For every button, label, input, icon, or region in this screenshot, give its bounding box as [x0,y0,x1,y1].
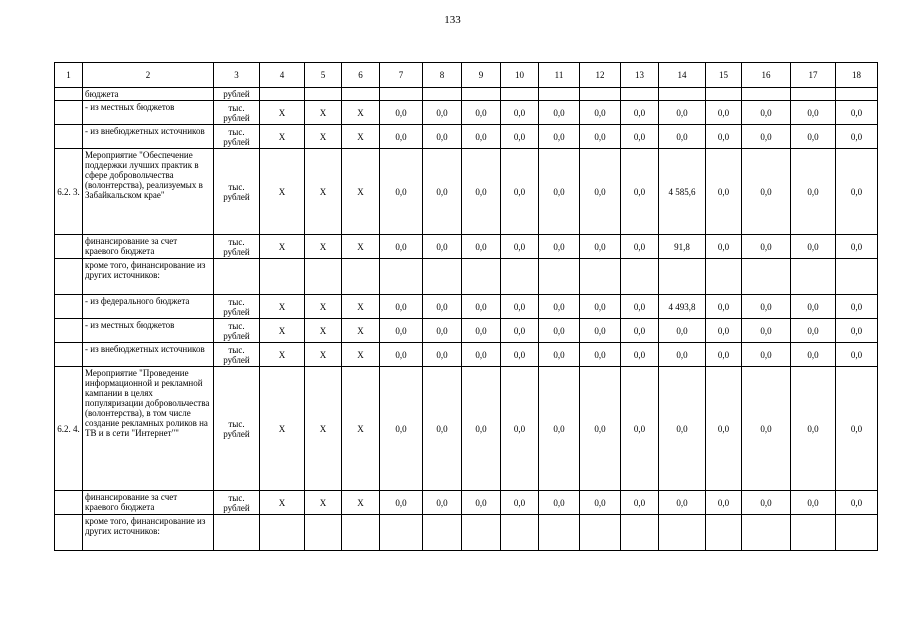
row-value-col-16: 0,0 [742,235,791,259]
row-value-col-5: X [305,343,342,367]
row-value-col-11: 0,0 [539,235,580,259]
row-code [55,235,83,259]
row-value-col-16: 0,0 [742,343,791,367]
row-value-col-8: 0,0 [423,295,462,319]
row-value-col-17 [791,88,836,101]
row-value-col-10: 0,0 [501,343,539,367]
row-value-col-12: 0,0 [580,319,621,343]
column-header-16: 16 [742,63,791,88]
row-value-col-18 [836,88,878,101]
row-value-col-6: X [342,149,380,235]
row-value-col-4: X [260,125,305,149]
row-value-col-18: 0,0 [836,101,878,125]
row-value-col-14: 0,0 [659,101,706,125]
row-value-col-7 [380,515,423,551]
row-code [55,88,83,101]
row-value-col-4: X [260,101,305,125]
row-value-col-14 [659,259,706,295]
column-header-1: 1 [55,63,83,88]
row-name: - из внебюджетных источников [83,343,214,367]
row-code [55,101,83,125]
row-value-col-10: 0,0 [501,101,539,125]
row-value-col-6: X [342,343,380,367]
column-header-7: 7 [380,63,423,88]
row-code [55,319,83,343]
row-value-col-16: 0,0 [742,319,791,343]
row-value-col-6 [342,88,380,101]
row-value-col-8: 0,0 [423,149,462,235]
row-value-col-9: 0,0 [462,295,501,319]
row-value-col-18: 0,0 [836,367,878,491]
table-row [55,295,878,319]
column-header-12: 12 [580,63,621,88]
row-value-col-17 [791,259,836,295]
row-value-col-6: X [342,235,380,259]
column-header-15: 15 [706,63,742,88]
table-row [55,101,878,125]
row-name: кроме того, финансирование из других источников: [83,515,214,551]
row-value-col-12: 0,0 [580,491,621,515]
row-value-col-7: 0,0 [380,125,423,149]
row-value-col-6 [342,515,380,551]
row-value-col-14: 0,0 [659,319,706,343]
row-value-col-16: 0,0 [742,101,791,125]
row-value-col-9: 0,0 [462,101,501,125]
row-value-col-13: 0,0 [621,149,659,235]
row-value-col-14: 0,0 [659,491,706,515]
row-value-col-10: 0,0 [501,125,539,149]
row-value-col-7: 0,0 [380,235,423,259]
row-value-col-6: X [342,367,380,491]
row-name: финансирование за счет краевого бюджета [83,491,214,515]
row-unit: тыс. рублей [214,319,260,343]
row-value-col-5 [305,515,342,551]
row-value-col-11: 0,0 [539,295,580,319]
column-header-17: 17 [791,63,836,88]
row-value-col-4: X [260,149,305,235]
row-value-col-9 [462,515,501,551]
row-value-col-12: 0,0 [580,149,621,235]
row-value-col-18: 0,0 [836,343,878,367]
row-value-col-7: 0,0 [380,319,423,343]
row-value-col-13 [621,88,659,101]
row-code [55,515,83,551]
row-value-col-7 [380,259,423,295]
row-value-col-14: 4 585,6 [659,149,706,235]
table-header [55,63,878,88]
row-value-col-11: 0,0 [539,149,580,235]
row-value-col-14: 4 493,8 [659,295,706,319]
row-value-col-8 [423,259,462,295]
table-row [55,259,878,295]
page-number: 133 [444,14,461,26]
row-value-col-10: 0,0 [501,235,539,259]
row-value-col-5: X [305,491,342,515]
budget-table [54,62,878,551]
row-value-col-11: 0,0 [539,367,580,491]
row-value-col-16: 0,0 [742,295,791,319]
row-value-col-11: 0,0 [539,125,580,149]
row-value-col-11: 0,0 [539,343,580,367]
row-value-col-18: 0,0 [836,295,878,319]
row-value-col-17: 0,0 [791,125,836,149]
row-value-col-16 [742,259,791,295]
row-unit: тыс. рублей [214,343,260,367]
column-header-9: 9 [462,63,501,88]
row-value-col-17: 0,0 [791,343,836,367]
row-value-col-6: X [342,319,380,343]
row-value-col-14: 0,0 [659,125,706,149]
row-value-col-7: 0,0 [380,367,423,491]
row-value-col-9 [462,259,501,295]
row-value-col-17: 0,0 [791,367,836,491]
row-value-col-8: 0,0 [423,491,462,515]
row-value-col-15 [706,259,742,295]
row-unit [214,515,260,551]
row-value-col-14: 0,0 [659,343,706,367]
row-value-col-6: X [342,125,380,149]
row-value-col-5: X [305,319,342,343]
row-value-col-16 [742,88,791,101]
row-value-col-10 [501,515,539,551]
row-value-col-8: 0,0 [423,343,462,367]
row-unit: рублей [214,88,260,101]
row-value-col-18 [836,259,878,295]
table-row [55,515,878,551]
row-value-col-15 [706,88,742,101]
column-header-6: 6 [342,63,380,88]
row-name: - из местных бюджетов [83,101,214,125]
row-value-col-4 [260,259,305,295]
row-name: бюджета [83,88,214,101]
column-header-8: 8 [423,63,462,88]
row-value-col-15: 0,0 [706,343,742,367]
row-code: 6.2. 4. [55,367,83,491]
row-code [55,491,83,515]
row-value-col-16: 0,0 [742,367,791,491]
row-unit: тыс. рублей [214,491,260,515]
row-value-col-11 [539,515,580,551]
row-value-col-10 [501,88,539,101]
row-value-col-4: X [260,319,305,343]
row-value-col-13: 0,0 [621,343,659,367]
row-value-col-13: 0,0 [621,101,659,125]
table-row [55,149,878,235]
row-value-col-17 [791,515,836,551]
column-header-10: 10 [501,63,539,88]
row-value-col-5: X [305,149,342,235]
row-value-col-16: 0,0 [742,125,791,149]
row-value-col-7: 0,0 [380,295,423,319]
table-body [55,88,878,551]
row-value-col-9: 0,0 [462,125,501,149]
row-value-col-15: 0,0 [706,149,742,235]
row-value-col-5: X [305,125,342,149]
row-code [55,125,83,149]
table-row [55,319,878,343]
row-value-col-5: X [305,367,342,491]
row-value-col-15 [706,515,742,551]
row-value-col-12 [580,515,621,551]
row-value-col-12 [580,88,621,101]
row-value-col-12: 0,0 [580,235,621,259]
row-value-col-18 [836,515,878,551]
row-value-col-6 [342,259,380,295]
row-name: кроме того, финансирование из других источников: [83,259,214,295]
row-name: финансирование за счет краевого бюджета [83,235,214,259]
row-value-col-14 [659,515,706,551]
table-row [55,491,878,515]
row-value-col-8: 0,0 [423,367,462,491]
row-value-col-8: 0,0 [423,125,462,149]
row-value-col-5 [305,259,342,295]
column-header-11: 11 [539,63,580,88]
row-code: 6.2. 3. [55,149,83,235]
table-row [55,235,878,259]
row-value-col-4: X [260,343,305,367]
row-name: - из федерального бюджета [83,295,214,319]
row-value-col-18: 0,0 [836,235,878,259]
row-value-col-5: X [305,101,342,125]
row-value-col-11 [539,259,580,295]
row-value-col-7: 0,0 [380,491,423,515]
row-value-col-16: 0,0 [742,149,791,235]
row-value-col-11 [539,88,580,101]
row-name: - из местных бюджетов [83,319,214,343]
row-value-col-11: 0,0 [539,101,580,125]
row-value-col-14: 91,8 [659,235,706,259]
table-row [55,367,878,491]
row-value-col-5: X [305,295,342,319]
row-value-col-8: 0,0 [423,235,462,259]
row-value-col-15: 0,0 [706,295,742,319]
row-value-col-10: 0,0 [501,491,539,515]
row-value-col-6: X [342,295,380,319]
row-value-col-12: 0,0 [580,295,621,319]
row-unit: тыс. рублей [214,101,260,125]
row-value-col-9: 0,0 [462,319,501,343]
row-value-col-7: 0,0 [380,149,423,235]
row-value-col-15: 0,0 [706,367,742,491]
row-value-col-15: 0,0 [706,491,742,515]
row-unit: тыс. рублей [214,295,260,319]
header-row [55,63,878,88]
row-value-col-4: X [260,367,305,491]
column-header-5: 5 [305,63,342,88]
row-value-col-12: 0,0 [580,101,621,125]
row-value-col-8 [423,515,462,551]
row-value-col-10: 0,0 [501,295,539,319]
row-unit: тыс. рублей [214,149,260,235]
row-value-col-7 [380,88,423,101]
row-value-col-17: 0,0 [791,235,836,259]
row-value-col-13: 0,0 [621,125,659,149]
table-row [55,125,878,149]
row-value-col-4: X [260,295,305,319]
row-value-col-15: 0,0 [706,235,742,259]
row-value-col-4: X [260,235,305,259]
table-row [55,88,878,101]
row-value-col-13 [621,515,659,551]
row-value-col-12: 0,0 [580,367,621,491]
row-value-col-5 [305,88,342,101]
row-value-col-10: 0,0 [501,149,539,235]
row-value-col-4 [260,88,305,101]
table-row [55,343,878,367]
row-value-col-8: 0,0 [423,101,462,125]
row-value-col-17: 0,0 [791,101,836,125]
row-value-col-11: 0,0 [539,491,580,515]
row-value-col-8: 0,0 [423,319,462,343]
row-value-col-17: 0,0 [791,295,836,319]
row-value-col-5: X [305,235,342,259]
row-code [55,295,83,319]
row-code [55,259,83,295]
column-header-4: 4 [260,63,305,88]
row-value-col-17: 0,0 [791,319,836,343]
row-value-col-9: 0,0 [462,367,501,491]
row-value-col-12: 0,0 [580,343,621,367]
row-value-col-18: 0,0 [836,149,878,235]
row-name: - из внебюджетных источников [83,125,214,149]
row-value-col-17: 0,0 [791,491,836,515]
row-value-col-9: 0,0 [462,343,501,367]
row-value-col-7: 0,0 [380,101,423,125]
row-name: Мероприятие "Проведение информационной и рекламной кампании в целях популяризации добровольчества (волонтерства), в том числе создание рекламных роликов на ТВ и в сети "Интернет"" [83,367,214,491]
column-header-3: 3 [214,63,260,88]
row-value-col-14 [659,88,706,101]
row-value-col-13: 0,0 [621,295,659,319]
row-value-col-11: 0,0 [539,319,580,343]
row-value-col-6: X [342,491,380,515]
row-value-col-9 [462,88,501,101]
row-value-col-18: 0,0 [836,319,878,343]
row-value-col-16: 0,0 [742,491,791,515]
row-value-col-13: 0,0 [621,235,659,259]
column-header-18: 18 [836,63,878,88]
row-value-col-15: 0,0 [706,319,742,343]
row-value-col-18: 0,0 [836,125,878,149]
row-value-col-13 [621,259,659,295]
row-value-col-12: 0,0 [580,125,621,149]
row-value-col-12 [580,259,621,295]
row-value-col-13: 0,0 [621,367,659,491]
row-value-col-4 [260,515,305,551]
column-header-2: 2 [83,63,214,88]
row-unit [214,259,260,295]
row-value-col-14: 0,0 [659,367,706,491]
row-code [55,343,83,367]
row-unit: тыс. рублей [214,125,260,149]
row-value-col-15: 0,0 [706,125,742,149]
row-value-col-10: 0,0 [501,367,539,491]
row-value-col-9: 0,0 [462,491,501,515]
row-value-col-16 [742,515,791,551]
row-value-col-8 [423,88,462,101]
row-value-col-6: X [342,101,380,125]
row-name: Мероприятие "Обеспечение поддержки лучших практик в сфере добровольчества (волонтерства), реализуемых в Забайкальском крае" [83,149,214,235]
row-value-col-18: 0,0 [836,491,878,515]
row-value-col-9: 0,0 [462,149,501,235]
column-header-13: 13 [621,63,659,88]
row-value-col-17: 0,0 [791,149,836,235]
row-value-col-10: 0,0 [501,319,539,343]
row-value-col-13: 0,0 [621,491,659,515]
row-value-col-10 [501,259,539,295]
row-unit: тыс. рублей [214,367,260,491]
row-value-col-15: 0,0 [706,101,742,125]
row-value-col-4: X [260,491,305,515]
row-unit: тыс. рублей [214,235,260,259]
row-value-col-13: 0,0 [621,319,659,343]
row-value-col-7: 0,0 [380,343,423,367]
row-value-col-9: 0,0 [462,235,501,259]
column-header-14: 14 [659,63,706,88]
